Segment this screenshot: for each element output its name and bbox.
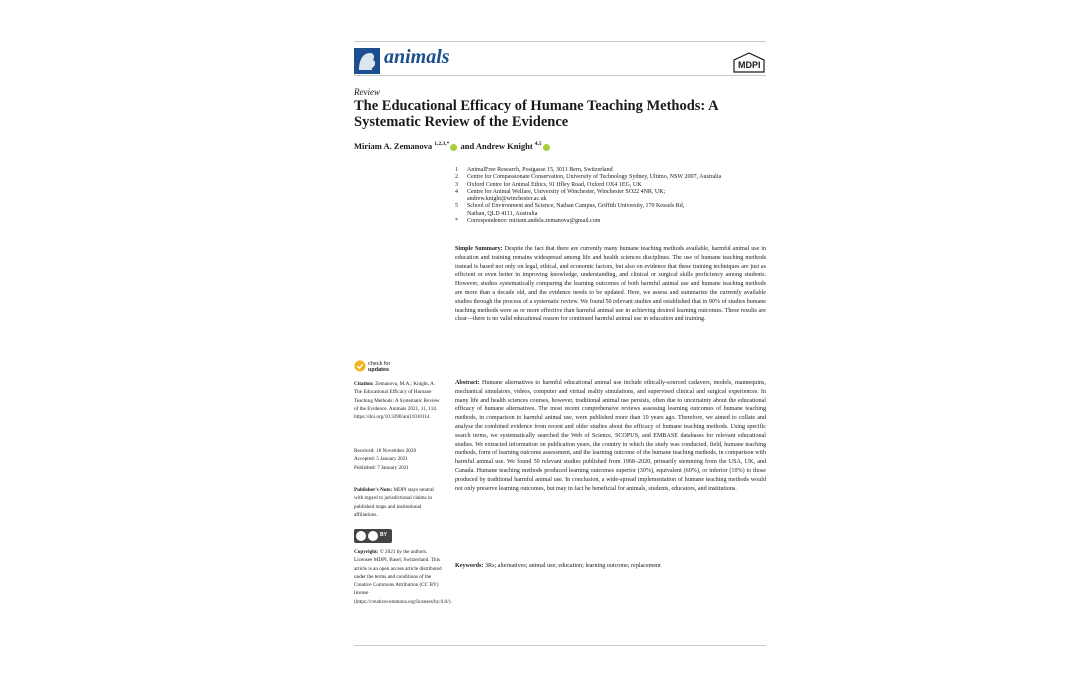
affiliation-text: Centre for Compassionate Conservation, University of Technology Sydney, Ultimo, NSW 2007, Australia: [467, 174, 722, 181]
affiliation-item: [455, 203, 765, 210]
article-title: The Educational Efficacy of Humane Teaching Methods: A Systematic Review of the Evidence: [354, 98, 718, 130]
check-for-updates-link[interactable]: [368, 361, 390, 373]
orcid-icon[interactable]: [450, 144, 457, 151]
publisher-note-text: MDPI stays neutral with regard to jurisdictional claims in published maps and institutional affiliations.: [354, 487, 434, 518]
journal-name[interactable]: animals: [384, 46, 450, 68]
footer-rule: [354, 645, 766, 646]
publisher-note-label: Publisher's Note:: [354, 487, 393, 493]
affiliation-item: [455, 182, 765, 189]
simple-summary: [455, 245, 766, 324]
affiliation-number: *: [455, 218, 458, 225]
affiliation-number: 5: [455, 203, 458, 210]
keywords: [455, 562, 766, 571]
affiliation-number: [455, 211, 467, 218]
affiliation-number: [455, 196, 467, 203]
citation-label: Citation:: [354, 381, 374, 387]
simple-summary-text: Despite the fact that there are currently many humane teaching methods available, harmful animal use in education and training remains widespread among life and health sciences disciplines. The use of humane teaching methods instead is based not only on legal, ethical, and economic factors, but also on evidence that these training techniques are just as efficient or even better in improving knowledge, understanding, and clinical or surgical skills proficiency among students. However, studies systematically comparing the learning outcomes of both harmful animal use and humane teaching methods are more than a decade old, and the evidence needs to be updated. Here, we assess and summarize the currently available studies through the process of a systematic review. We found 50 relevant studies and established that in 90% of studies humane teaching methods were as or more effective than harmful animal use in achieving desired learning outcomes. These results are clear—there is no valid educational reason for continued harmful animal use in education and training.: [455, 246, 767, 323]
copyright-block: [354, 548, 452, 606]
affiliation-number: 3: [455, 181, 458, 188]
affiliation-item: [455, 174, 765, 181]
correspondence-email-link[interactable]: Correspondence: miriam.andela.zemanova@gmail.com: [467, 218, 601, 225]
published-date: Published: 7 January 2021: [354, 464, 409, 471]
author-conjunction: and: [460, 141, 475, 151]
author-name[interactable]: Andrew Knight: [475, 141, 533, 151]
author-affiliation-marks: 4,5: [534, 141, 542, 148]
abstract-label: Abstract:: [455, 380, 480, 386]
publisher-note: [354, 486, 444, 519]
affiliation-text: Centre for Animal Welfare, University of Winchester, Winchester SO22 4NR, UK;: [467, 188, 666, 195]
affiliation-number: 2: [455, 174, 458, 181]
cc-circle-icon: [356, 531, 366, 541]
affiliation-list: [455, 167, 765, 225]
keywords-text: 3Rs; alternatives; animal use; education; learning outcome; replacement: [484, 563, 661, 569]
abstract-text: Humane alternatives to harmful educational animal use include ethically-sourced cadavers, models, mannequins, mechanical simulators, videos, computer and virtual reality simulations, and supervised clinical and surgical experiences. In many life and health sciences courses, however, traditional animal use persists, often due to uncertainty about the educational efficacy of humane alternatives. The most recent comprehensive reviews assessing learning outcomes of humane teaching methods, in comparison to harmful animal use, were published more than 10 years ago. Therefore, we aimed to collate and analyse the combined evidence from recent and older studies about the efficacy of humane teaching methods. Using specific search terms, we systematically searched the Web of Science, SCOPUS, and EMBASE databases for relevant educational studies. We extracted information on publication years, the country in which the study was conducted, field, humane teaching methods, form of learning outcome assessment, and the learning outcome of the humane teaching methods, in comparison with harmful animal use. We found 50 relevant studies published from 1968–2020, primarily stemming from the USA, UK, and Canada. Humane teaching methods produced learning outcomes superior (30%), equivalent (60%), or inferior (10%) to those produced by traditional harmful animal use. In conclusion, a wide-spread implementation of humane teaching methods would not only preserve learning outcomes, but may in fact be beneficial for animals, students, educators, and institutions.: [455, 380, 766, 492]
citation-text[interactable]: Zemanova, M.A.; Knight, A. The Educational Efficacy of Humane Teaching Methods: A Systematic Review of the Evidence. Animals 2021, 11, 114. https://doi.org/10.3390/ani11010114: [354, 381, 440, 421]
check-updates-line1: check for: [368, 361, 391, 367]
affiliation-text: Oxford Centre for Animal Ethics, 91 Iffley Road, Oxford OX4 1EG, UK: [467, 181, 642, 188]
orcid-icon[interactable]: [543, 144, 550, 151]
affiliation-item: [455, 218, 765, 225]
article-category: Review: [354, 87, 380, 97]
affiliation-text: AnimalFree Research, Postgasse 15, 3011 Bern, Switzerland: [467, 167, 613, 173]
affiliation-text: Nathan, QLD 4111, Australia: [467, 210, 538, 217]
abstract: [455, 379, 766, 493]
top-rule: [354, 41, 766, 42]
citation-block: [354, 380, 444, 421]
affiliation-item: [455, 189, 765, 196]
journal-logo-icon: [354, 48, 380, 74]
author-name[interactable]: Miriam A. Zemanova: [354, 141, 433, 151]
check-for-updates-icon[interactable]: [354, 359, 366, 377]
keywords-label: Keywords:: [455, 563, 484, 569]
received-date: Received: 18 November 2020: [354, 448, 417, 454]
affiliation-email-link[interactable]: andrew.knight@winchester.ac.uk: [467, 196, 547, 203]
copyright-text: © 2021 by the authors. Licensee MDPI, Basel, Switzerland. This article is an open access article distributed under the terms and conditions of the Creative Commons Attribution (CC BY) license (https://creativecommons.org/licenses/by/4.0/).: [354, 549, 452, 605]
copyright-label: Copyright:: [354, 549, 379, 555]
simple-summary-label: Simple Summary:: [455, 246, 503, 252]
publisher-logo-text: MDPI: [738, 60, 761, 70]
affiliation-item: [455, 211, 765, 218]
affiliation-number: 1: [455, 167, 458, 173]
affiliation-number: 4: [455, 188, 458, 195]
attribution-circle-icon: [368, 531, 378, 541]
check-updates-line2: updates: [368, 367, 390, 373]
accepted-date: Accepted: 5 January 2021: [354, 456, 409, 463]
cc-badge-text: BY: [380, 532, 387, 538]
header-rule: [354, 75, 766, 76]
author-list: [354, 141, 551, 151]
dates-block: [354, 447, 444, 472]
author-affiliation-marks: 1,2,3,*: [434, 141, 450, 148]
cc-by-license-icon[interactable]: [354, 529, 392, 543]
affiliation-text: School of Environment and Science, Nathan Campus, Griffith University, 170 Kessels Rd,: [467, 203, 685, 210]
